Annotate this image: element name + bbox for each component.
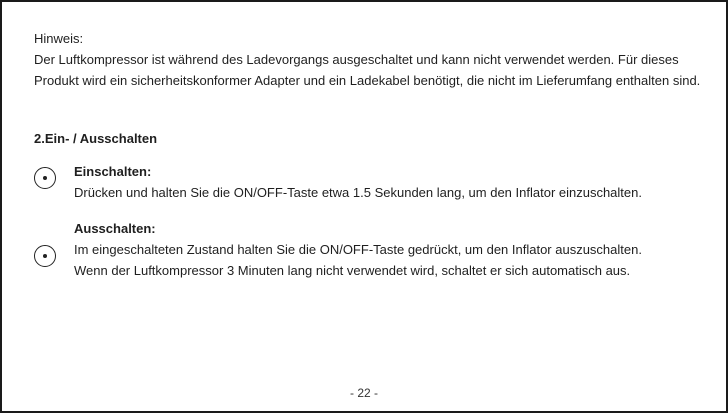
- step-heading: Ausschalten:: [74, 221, 156, 236]
- note-title: Hinweis:: [34, 31, 84, 46]
- section-title: 2.Ein- / Ausschalten: [34, 131, 158, 146]
- note-block: [34, 28, 704, 91]
- step-line: Drücken und halten Sie die ON/OFF-Taste etwa 1.5 Sekunden lang, um den Inflator einzuschalten.: [74, 185, 642, 200]
- step-line: Im eingeschalteten Zustand halten Sie die ON/OFF-Taste gedrückt, um den Inflator auszuschalten.: [74, 242, 642, 257]
- page-number: - 22 -: [349, 386, 378, 400]
- step-heading: Einschalten:: [74, 164, 152, 179]
- step-body: [74, 219, 704, 281]
- step-line: Wenn der Luftkompressor 3 Minuten lang nicht verwendet wird, schaltet er sich automatisch aus.: [74, 263, 631, 278]
- power-button-icon: [34, 245, 56, 267]
- note-text: Der Luftkompressor ist während des Ladevorgangs ausgeschaltet und kann nicht verwendet werden. Für dieses Produkt wird ein sicherheitskonformer Adapter und ein Ladekabel benötigt, die nicht im Lieferumfang enthalten sind.: [34, 52, 701, 88]
- step-body: [74, 162, 704, 203]
- power-button-icon: [34, 167, 56, 189]
